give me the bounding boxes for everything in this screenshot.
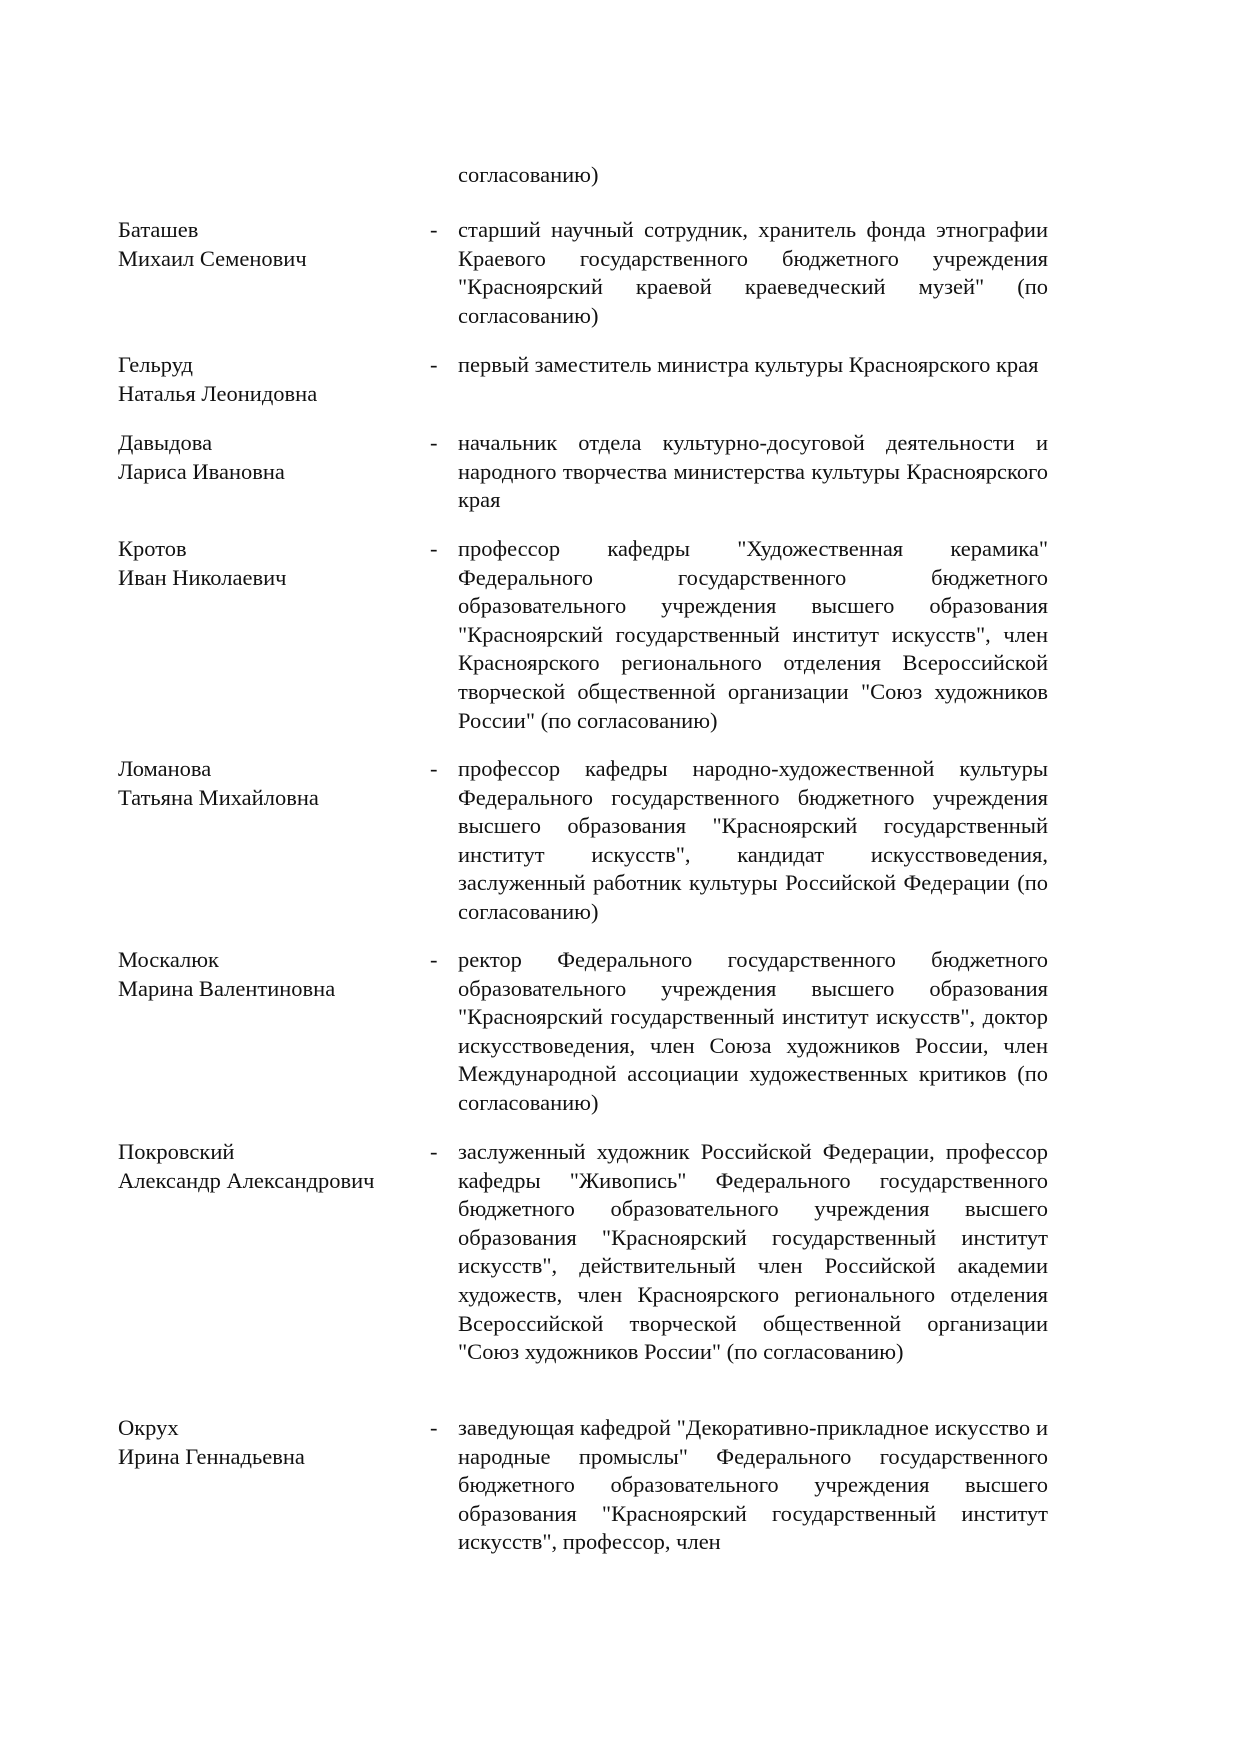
member-name (118, 1414, 418, 1471)
member-given-name: Александр Александрович (118, 1167, 375, 1193)
separator-dash: - (430, 430, 438, 455)
member-description: начальник отдела культурно-досуговой деятельности и народного творчества министерства культуры Красноярского края (458, 430, 1048, 513)
continuation-text: согласованию) (458, 162, 599, 187)
separator-dash: - (430, 1139, 438, 1164)
member-given-name: Татьяна Михайловна (118, 784, 319, 810)
separator-dash: - (430, 352, 438, 377)
member-surname: Покровский (118, 1139, 235, 1164)
member-description: первый заместитель министра культуры Красноярского края (458, 352, 1039, 377)
member-name (118, 755, 418, 812)
member-given-name: Михаил Семенович (118, 245, 307, 271)
member-name (118, 1138, 418, 1195)
member-surname: Ломанова (118, 756, 212, 781)
member-name (118, 351, 418, 408)
member-surname: Окрух (118, 1415, 179, 1440)
separator-dash: - (430, 217, 438, 242)
member-given-name: Ирина Геннадьевна (118, 1443, 305, 1469)
member-name (118, 946, 418, 1003)
member-given-name: Лариса Ивановна (118, 458, 285, 484)
member-description: старший научный сотрудник, хранитель фонда этнографии Краевого государственного бюджетного учреждения "Красноярский краевой краеведческий музей" (по согласованию) (458, 217, 1048, 328)
member-given-name: Наталья Леонидовна (118, 380, 318, 406)
separator-dash: - (430, 947, 438, 972)
member-surname: Москалюк (118, 947, 219, 972)
member-description: ректор Федерального государственного бюджетного образовательного учреждения высшего образования "Красноярский государственный институт искусств", доктор искусствоведения, член Союза художников России, член Международной ассоциации художественных критиков (по согласованию) (458, 947, 1048, 1115)
member-given-name: Иван Николаевич (118, 564, 287, 590)
member-name (118, 535, 418, 592)
member-name (118, 429, 418, 486)
member-name (118, 216, 418, 273)
member-surname: Баташев (118, 217, 199, 242)
member-surname: Давыдова (118, 430, 213, 455)
member-description: заведующая кафедрой "Декоративно-прикладное искусство и народные промыслы" Федерального государственного бюджетного образовательного учреждения высшего образования "Красноярский государственный институт искусств", профессор, член (458, 1415, 1048, 1555)
member-surname: Кротов (118, 536, 187, 561)
member-surname: Гельруд (118, 352, 194, 377)
separator-dash: - (430, 1415, 438, 1440)
separator-dash: - (430, 536, 438, 561)
member-description: профессор кафедры "Художественная керамика" Федерального государственного бюджетного образовательного учреждения высшего образования "Красноярский государственный институт искусств", член Красноярского регионального отделения Всероссийской творческой общественной организации "Союз художников России" (по согласованию) (458, 536, 1048, 733)
member-description: заслуженный художник Российской Федерации, профессор кафедры "Живопись" Федерального государственного бюджетного образовательного учреждения высшего образования "Красноярский государственный институт искусств", действительный член Российской академии художеств, член Красноярского регионального отделения Всероссийской творческой общественной организации "Союз художников России" (по согласованию) (458, 1139, 1048, 1365)
separator-dash: - (430, 756, 438, 781)
member-description: профессор кафедры народно-художественной культуры Федерального государственного бюджетного учреждения высшего образования "Красноярский государственный институт искусств", кандидат искусствоведения, заслуженный работник культуры Российской Федерации (по согласованию) (458, 756, 1048, 924)
member-given-name: Марина Валентиновна (118, 975, 336, 1001)
